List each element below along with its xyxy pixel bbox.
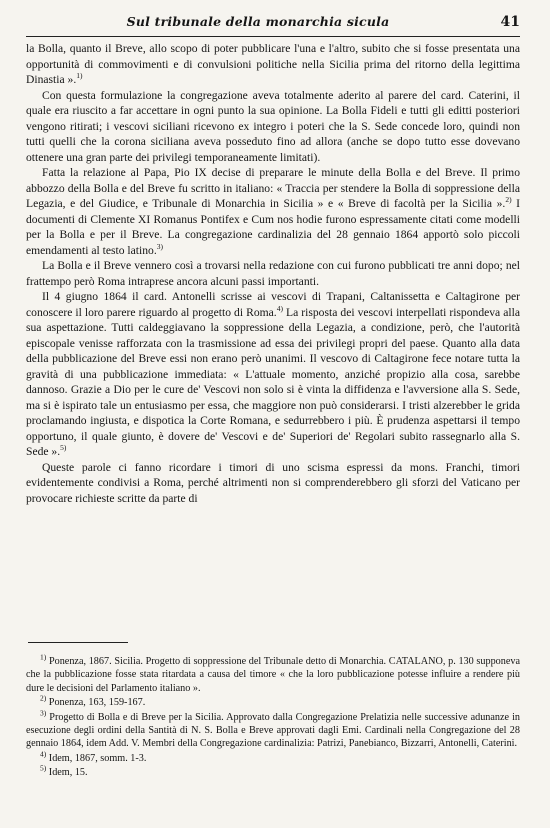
footnote-ref: 3) bbox=[156, 241, 163, 251]
footnote-mark: 4) bbox=[40, 749, 47, 759]
footnote-mark: 1) bbox=[40, 652, 47, 662]
footnote-text: Ponenza, 1867. Sicilia. Progetto di soppressione del Tribunale detto di Monarchia. CATALANO, p. 130 supponeva che la pubblicazione fosse stata ritardata a causa del timore « che la loro pubblicazione potesse influire a rendere più dure le decisioni del Parlamento italiano ». bbox=[26, 656, 520, 694]
paragraph-text: Queste parole ci fanno ricordare i timori di uno scisma espressi da mons. Franchi, timori evidentemente condivisi a Roma, perché altrimenti non si comprenderebbero gli sforzi del Vaticano per provocare richieste scritte da parte di bbox=[26, 460, 520, 505]
paragraph bbox=[26, 289, 520, 460]
paragraph bbox=[26, 165, 520, 258]
footnote-mark: 2) bbox=[40, 693, 47, 703]
footnote-mark: 5) bbox=[40, 763, 47, 773]
footnote-rule bbox=[28, 642, 128, 643]
paragraph bbox=[26, 41, 520, 88]
footnote-ref: 2) bbox=[505, 195, 512, 205]
paragraph-text: la Bolla, quanto il Breve, allo scopo di poter pubblicare l'una e l'altro, subito che si fosse presentata una opportunità di commovimenti e di convulsioni politiche nella Sicilia prima del ritorno della legittima Dinastia ». bbox=[26, 42, 520, 86]
paragraph bbox=[26, 258, 520, 289]
running-header bbox=[26, 14, 520, 37]
footnote bbox=[26, 708, 520, 751]
footnote bbox=[26, 749, 520, 765]
footnote bbox=[26, 693, 520, 709]
footnote-text: Idem, 15. bbox=[48, 767, 88, 779]
paragraph-text: I documenti di Clemente XI Romanus Pontifex e Cum nos hodie furono espressamente citati come modelli per la Bolla e per il Breve. La congregazione cardinalizia del 28 gennaio 1864 apportò solo piccoli emendamenti al testo latino. bbox=[26, 197, 520, 257]
footnote-text: Ponenza, 163, 159-167. bbox=[48, 697, 146, 709]
footnote-ref: 4) bbox=[276, 303, 283, 313]
page-number: 41 bbox=[500, 14, 520, 30]
body-text bbox=[26, 41, 520, 506]
footnotes bbox=[26, 642, 520, 781]
footnote-ref: 1) bbox=[76, 71, 83, 81]
footnote-text: Idem, 1867, somm. 1-3. bbox=[48, 752, 147, 764]
paragraph bbox=[26, 88, 520, 166]
paragraph-text: Fatta la relazione al Papa, Pio IX decise di preparare le minute della Bolla e del Breve. Il primo abbozzo della Bolla e del Breve fu scritto in italiano: « Traccia per stendere la Bolla di soppressione della Legazia, e del Giudice, e Tribunale di Monarchia in Sicilia » e « Breve di facoltà per la Sicilia ». bbox=[26, 166, 520, 210]
paragraph-text: La risposta dei vescovi interpellati rispondeva alla sua aspettazione. Tutti caldeggiavano la soppressione della Legazia, a condizione, però, che l'autorità episcopale venisse rafforzata con la trasmissione ad essa dei privilegi propri del paese. Quanto alla data della pubblicazione del Breve essi non erano però unanimi. Il vescovo di Caltagirone fece notare tutta la gravità di una pubblicazione immediata: « L'attuale momento, anziché propizio alla cosa, sarebbe dannoso. Grazie a Dio per le cure de' Vescovi non solo si è vinta la diffidenza e l'avversione alla S. Sede, ma si è ispirato tale un entusiasmo per essa, che maggiore non può considerarsi. I tristi alzerebber le grida proclamando ingiusta, e dispotica la Corte Romana, e sedurrebbero i più. È prudenza aspettarsi il tempo opportuno, il quale giunto, è dovere de' Vescovi e de' Superiori de' Regolari subito rassegnarlo alla S. Sede ». bbox=[26, 305, 520, 458]
paragraph-text: Il 4 giugno 1864 il card. Antonelli scrisse ai vescovi di Trapani, Caltanissetta e Caltagirone per conoscere il loro parere riguardo al progetto di Roma. bbox=[26, 290, 520, 319]
paragraph-text: La Bolla e il Breve vennero così a trovarsi nella redazione con cui furono pubblicati tre anni dopo; nel frattempo però Roma intraprese ancora alcuni passi importanti. bbox=[26, 259, 520, 288]
footnote-text: Progetto di Bolla e di Breve per la Sicilia. Approvato dalla Congregazione Prelatizia nelle successive adunanze in esecuzione degli ordini della Santità di N. S. Bolla e Breve approvati dagli Emi. Cardinali nella Congregazione del 28 gennaio 1864, idem Add. V. Membri della Congregazione cardinalizia: Patrizi, Panebianco, Bizzarri, Antonelli, Caterini. bbox=[26, 711, 520, 750]
paragraph bbox=[26, 460, 520, 507]
paragraph-text: Con questa formulazione la congregazione aveva totalmente aderito al parere del card. Caterini, il quale era riuscito a far accettare in ogni punto la sua opinione. La Bolla Fideli e tutti gli editti posteriori vengono ritirati; i vescovi siciliani ricevono ex integro i poteri che la S. Sede concede loro, quindi non tutti quelli che la corona siciliana aveva posseduto fino ad allora (anche se dopo tutto esse dovevano ottenere una gran parte dei privilegi temporaneamente limitati). bbox=[26, 88, 520, 164]
footnote-mark: 3) bbox=[40, 708, 47, 718]
footnote bbox=[26, 652, 520, 695]
footnote-ref: 5) bbox=[60, 443, 67, 453]
running-title: Sul tribunale della monarchia sicula bbox=[126, 14, 390, 29]
footnote bbox=[26, 763, 520, 779]
